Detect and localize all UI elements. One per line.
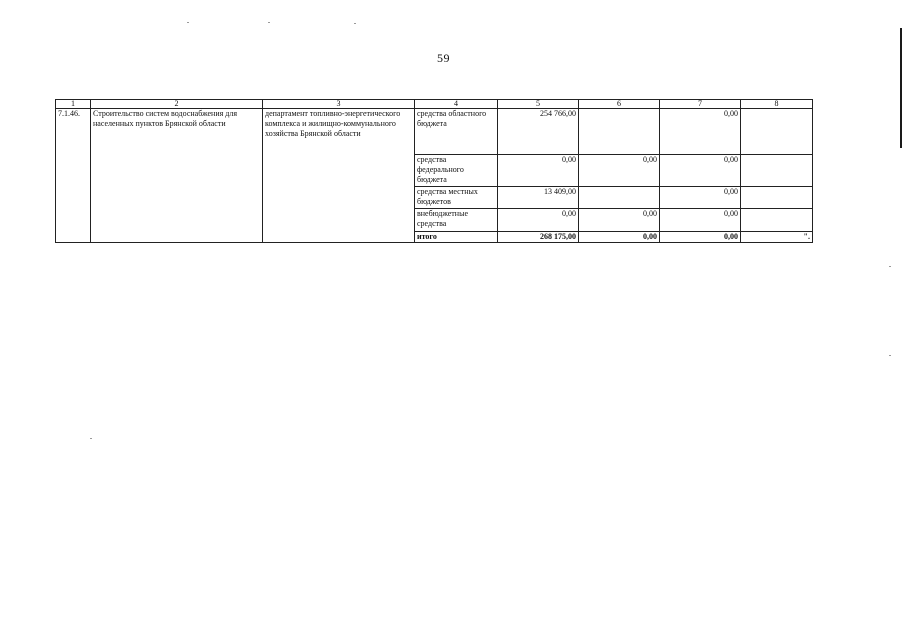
table-row — [56, 109, 813, 155]
scan-speck — [90, 438, 92, 439]
value-cell: 0,00 — [498, 209, 579, 232]
item-number-cell: 7.1.46. — [56, 109, 91, 243]
value-cell — [579, 187, 660, 209]
column-header: 8 — [741, 100, 813, 109]
funding-source-cell: средства областного бюджета — [415, 109, 498, 155]
value-cell: 0,00 — [660, 209, 741, 232]
column-header: 1 — [56, 100, 91, 109]
scan-edge-mark — [900, 28, 902, 148]
column-header: 4 — [415, 100, 498, 109]
executor-cell: департамент топливно-энергетического комплекса и жилищно-коммунального хозяйства Брянской области — [263, 109, 415, 243]
column-header: 2 — [91, 100, 263, 109]
value-cell: 0,00 — [498, 155, 579, 187]
value-cell — [741, 155, 813, 187]
value-cell: 0,00 — [660, 109, 741, 155]
column-header: 3 — [263, 100, 415, 109]
value-cell — [741, 109, 813, 155]
total-value-cell: 0,00 — [579, 232, 660, 243]
scan-speck — [889, 266, 891, 267]
item-name-cell: Строительство систем водоснабжения для населенных пунктов Брянской области — [91, 109, 263, 243]
total-value-cell: 268 175,00 — [498, 232, 579, 243]
value-cell — [741, 209, 813, 232]
scan-speck — [354, 23, 356, 24]
value-cell: 0,00 — [660, 155, 741, 187]
value-cell: 0,00 — [660, 187, 741, 209]
budget-table — [55, 99, 813, 243]
total-value-cell: 0,00 — [660, 232, 741, 243]
column-number-row — [56, 100, 813, 109]
value-cell — [741, 187, 813, 209]
value-cell: 254 766,00 — [498, 109, 579, 155]
value-cell — [579, 109, 660, 155]
value-cell: 0,00 — [579, 209, 660, 232]
column-header: 6 — [579, 100, 660, 109]
value-cell: 0,00 — [579, 155, 660, 187]
scan-speck — [889, 355, 891, 356]
page-number: 59 — [437, 51, 450, 65]
column-header: 5 — [498, 100, 579, 109]
value-cell: 13 409,00 — [498, 187, 579, 209]
funding-source-cell: внебюджетные средства — [415, 209, 498, 232]
scan-speck — [187, 22, 189, 23]
column-header: 7 — [660, 100, 741, 109]
funding-source-cell: средства федерального бюджета — [415, 155, 498, 187]
total-label-cell: итого — [415, 232, 498, 243]
funding-source-cell: средства местных бюджетов — [415, 187, 498, 209]
closing-quote-cell: ". — [741, 232, 813, 243]
scan-speck — [268, 22, 270, 23]
